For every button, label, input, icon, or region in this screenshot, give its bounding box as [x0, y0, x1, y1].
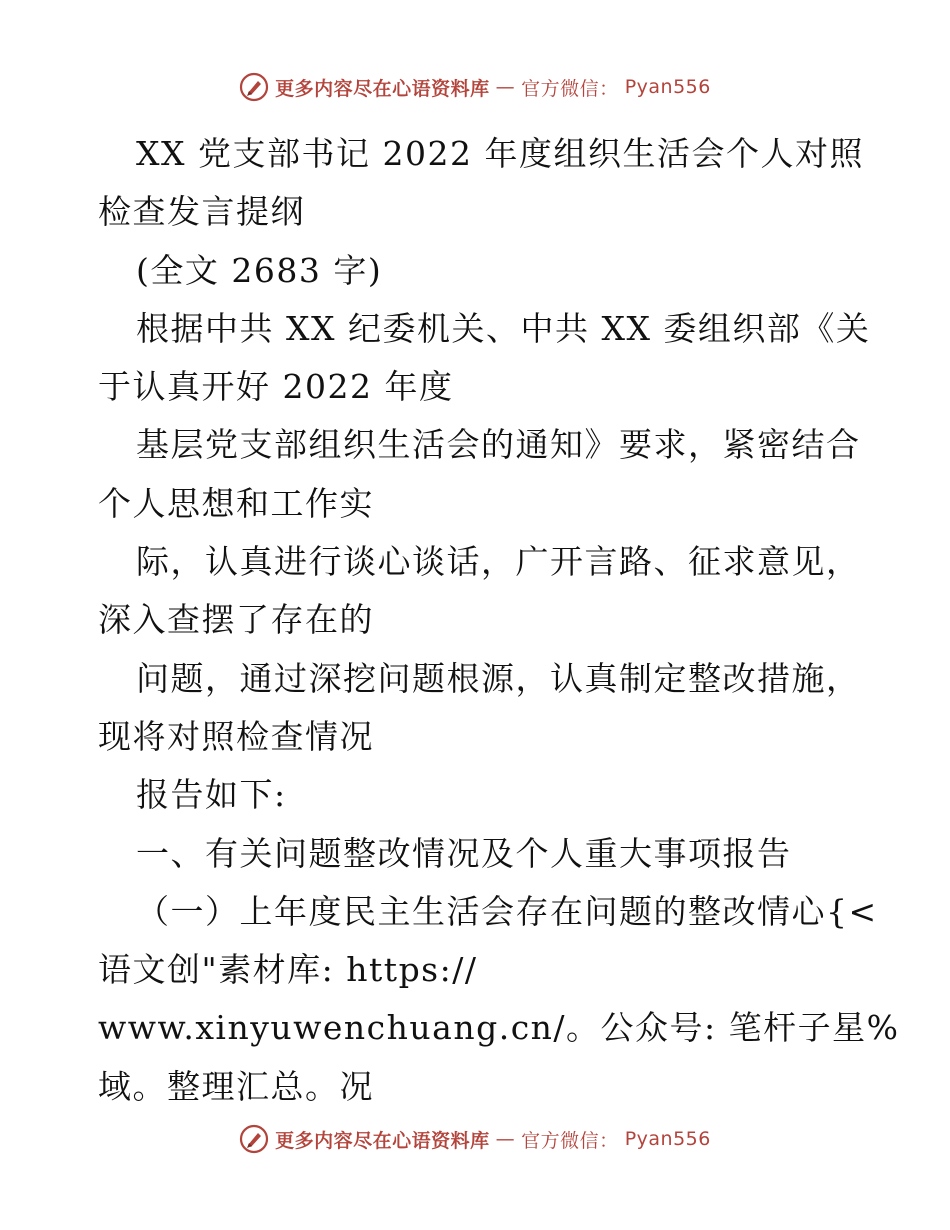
text-line: 域。整理汇总。况	[98, 1066, 374, 1106]
text-line: XX 党支部书记 2022 年度组织生活会个人对照	[136, 134, 864, 173]
text-line: (全文 2683 字)	[136, 250, 383, 290]
footer-banner	[0, 1124, 950, 1154]
text-line: 基层党支部组织生活会的通知》要求，紧密结合	[136, 425, 861, 465]
banner-separator: —	[495, 1128, 516, 1150]
text-line: 报告如下:	[136, 775, 287, 815]
text-line: （一）上年度民主生活会存在问题的整改情心{<	[136, 891, 878, 931]
banner-wechat-label: 官方微信：	[521, 1129, 619, 1152]
text-line: 根据中共 XX 纪委机关、中共 XX 委组织部《关	[136, 308, 871, 348]
banner-wechat-id: Pyan556	[624, 76, 711, 98]
banner-wechat-id: Pyan556	[624, 1128, 711, 1150]
banner-main-text: 更多内容尽在心语资料库	[275, 77, 490, 100]
text-line: 问题，通过深挖问题根源，认真制定整改措施，	[136, 658, 861, 698]
document-body	[98, 125, 900, 1116]
banner-wechat-label: 官方微信：	[521, 77, 619, 100]
text-line: 一、有关问题整改情况及个人重大事项报告	[136, 833, 792, 873]
text-line: 于认真开好 2022 年度	[98, 367, 454, 407]
header-banner	[0, 72, 950, 102]
text-line: 个人思想和工作实	[98, 483, 374, 523]
text-line: www.xinyuwenchuang.cn/。公众号: 笔杆子星%	[98, 1008, 900, 1048]
text-line: 现将对照检查情况	[98, 716, 374, 756]
text-line: 语文创"素材库: https://	[98, 950, 478, 990]
pen-nib-logo-icon	[239, 72, 269, 102]
text-line: 际，认真进行谈心谈话，广开言路、征求意见，	[136, 542, 861, 582]
banner-main-text: 更多内容尽在心语资料库	[275, 1129, 490, 1152]
pen-nib-logo-icon	[239, 1124, 269, 1154]
text-line: 检查发言提纲	[98, 192, 305, 232]
banner-separator: —	[495, 76, 516, 98]
text-line: 深入查摆了存在的	[98, 600, 374, 640]
